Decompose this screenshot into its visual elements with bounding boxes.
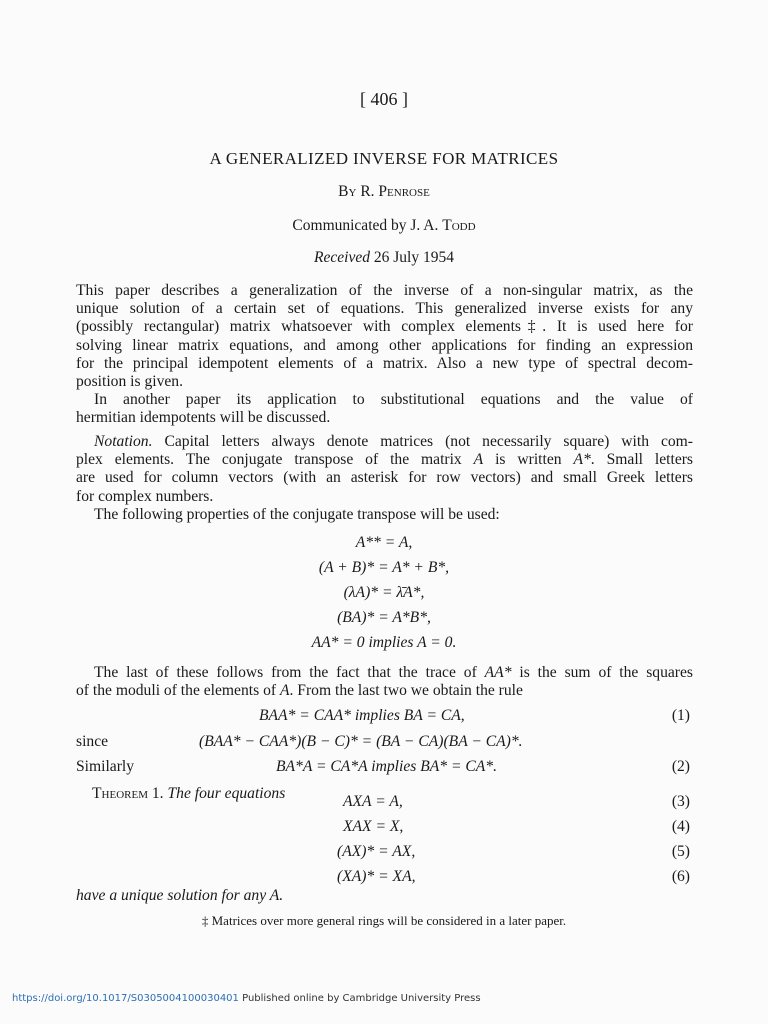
theorem-heading [92,785,285,803]
theorem-equation: AXA = A, [343,793,403,810]
abstract-line: hermitian idempotents will be discussed. [76,409,331,427]
notation-line: are used for column vectors (with an asterisk for row vectors) and small Greek letters [76,469,693,487]
abstract-line: In another paper its application to substitutional equations and the value of [94,391,693,409]
theorem-label: Theorem [92,785,148,802]
received-date [0,249,768,267]
properties-intro: The following properties of the conjugate transpose will be used: [94,505,500,523]
theorem-number: 1. [147,785,164,802]
derivation-line: The last of these follows from the fact that the trace of AA* is the sum of the squares [94,664,693,681]
theorem-conclusion: have a unique solution for any A. [76,887,284,904]
property-equation: (λA)* = λ̄A*, [343,584,425,601]
page-number: [ 406 ] [360,89,408,109]
publisher-note: Published online by Cambridge University Press [238,993,481,1004]
equation-number: (6) [671,868,690,885]
received-date-value: 26 July 1954 [369,249,454,266]
property-equation: A** = A, [355,534,413,551]
notation-label: Notation. [94,433,153,450]
doi-link[interactable]: https://doi.org/10.1017/S0305004100030401 [12,993,239,1004]
theorem-intro: The four equations [163,785,286,802]
notation-line: for complex numbers. [76,487,214,505]
abstract-line: for the principal idempotent elements of a matrix. Also a new type of spectral decom- [76,354,693,372]
equation-number: (1) [671,707,690,724]
since-equation: (BAA* − CAA*)(B − C)* = (BA − CA)(BA − CA)*. [199,733,523,750]
paper-title: A GENERALIZED INVERSE FOR MATRICES [209,149,559,168]
abstract-line: unique solution of a certain set of equations. This generalized inverse exists for any [76,300,693,318]
abstract-line: This paper describes a generalization of the inverse of a non-singular matrix, as the [76,282,693,299]
theorem-equation: (AX)* = AX, [337,843,416,860]
similarly-label: Similarly [76,758,135,775]
abstract-line: (possibly rectangular) matrix whatsoever with complex elements‡. It is used here for [76,318,693,336]
notation-line: plex elements. The conjugate transpose of the matrix A is written A*. Small letters [76,451,693,469]
property-equation: (A + B)* = A* + B*, [318,559,450,576]
rule-equation-1: BAA* = CAA* implies BA = CA, [259,707,465,724]
rule-equation-2: BA*A = CA*A implies BA* = CA*. [276,758,498,775]
author-byline: By R. Penrose [338,183,430,200]
property-equation: AA* = 0 implies A = 0. [311,634,457,651]
doi-footer [12,993,481,1004]
theorem-equation: XAX = X, [343,818,404,835]
communicated-by [0,217,768,235]
since-label: since [76,733,109,750]
communicator-name: Todd [442,217,476,234]
notation-paragraph [76,433,693,524]
abstract-paragraph [76,282,693,428]
equation-number: (5) [671,843,690,860]
equation-number: (4) [671,818,690,835]
derivation-paragraph [76,664,693,700]
received-label: Received [314,249,370,266]
property-equation: (BA)* = A*B*, [337,609,431,626]
abstract-line: solving linear matrix equations, and among other applications for finding an expression [76,336,693,354]
equation-number: (3) [671,793,690,810]
theorem-equation: (XA)* = XA, [337,868,416,885]
notation-line: Notation. Capital letters always denote matrices (not necessarily square) with com- [94,433,693,450]
footnote: ‡ Matrices over more general rings will be considered in a later paper. [201,913,567,928]
abstract-line: position is given. [76,372,183,390]
equation-number: (2) [671,758,690,775]
communicated-prefix: Communicated by J. A. [292,217,443,234]
derivation-line: of the moduli of the elements of A. From the last two we obtain the rule [76,682,523,700]
